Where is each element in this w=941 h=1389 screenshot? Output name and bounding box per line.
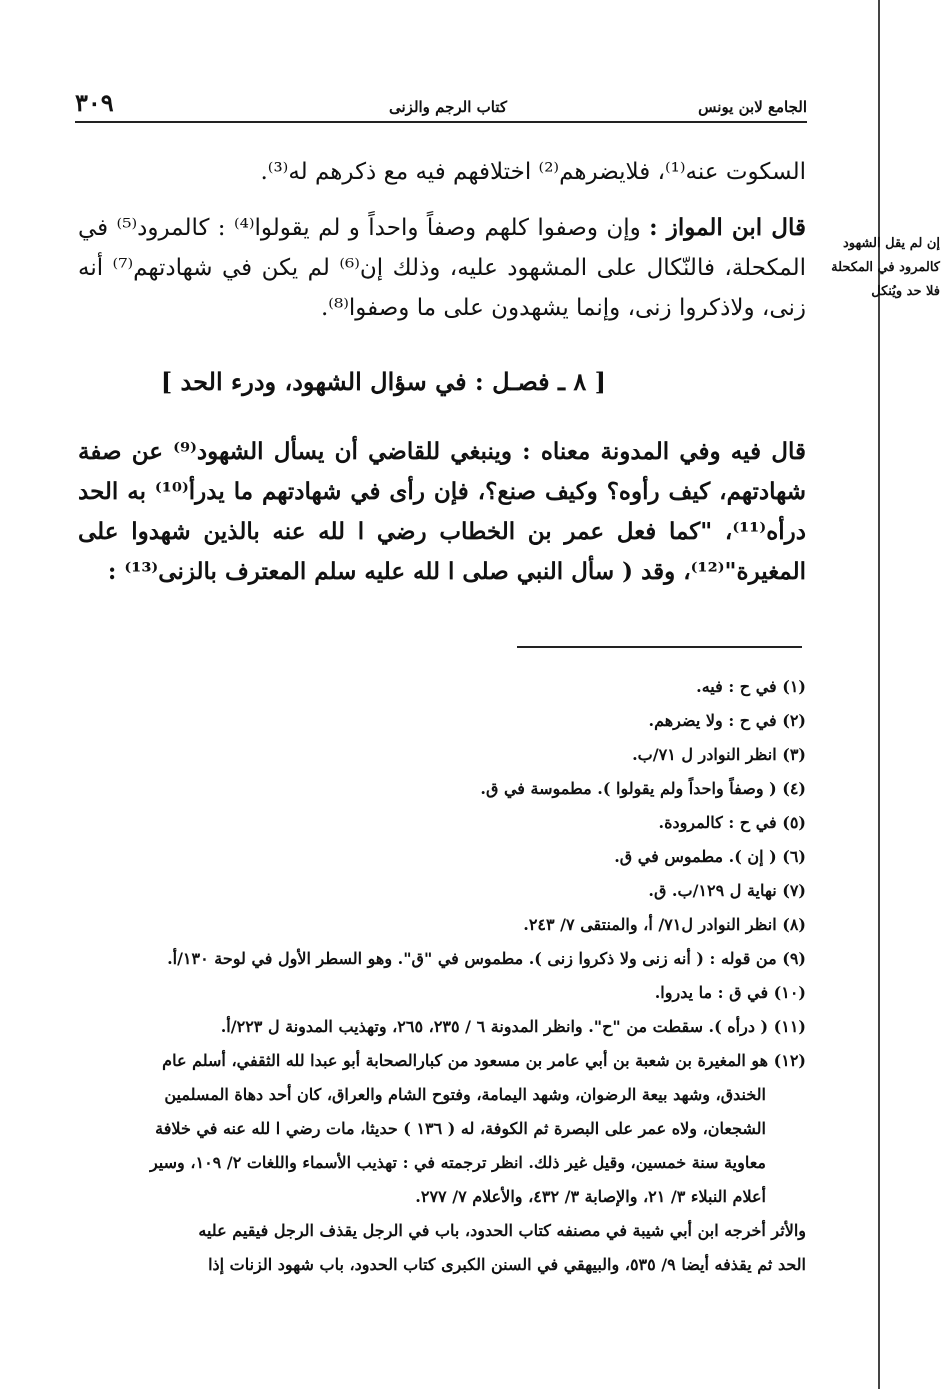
footnote-tail-line-1: والأثر أخرجه ابن أبي شيبة في مصنفه كتاب الحدود، باب في الرجل يقذف الرجل فيقيم عليه (198, 1221, 806, 1240)
paragraph-3-lead: قال فيه وفي المدونة معناه : (522, 438, 806, 465)
footnote-6: (٦) ( إن ). مطموس في ق. (614, 847, 806, 866)
book-title: الجامع لابن يونس (698, 98, 807, 116)
footnote-12-line-2: الخندق، وشهد بيعة الرضوان، وشهد اليمامة، وفتوح الشام والعراق، كان أحد دهاة المسلمين (164, 1085, 766, 1104)
footnote-5: (٥) في ح : كالمرودة. (658, 813, 806, 832)
footnote-10: (١٠) في ق : ما يدروا. (654, 983, 806, 1002)
paragraph-3-text: وينبغي للقاضي أن يسأل الشهود⁽⁹⁾ عن صفة شهادتهم، كيف رأوه؟ وكيف صنع؟، فإن رأى في شهادتهم ما يدرأ⁽¹⁰⁾ به الحد درأه⁽¹¹⁾، "كما فعل عمر بن الخطاب رضي ا لله عنه بالذين شهدوا على المغيرة"⁽¹²⁾، وقد ( سأل النبي صلى ا لله عليه سلم المعترف بالزنى⁽¹³⁾ : (78, 438, 806, 585)
header-rule (75, 121, 807, 123)
footnote-11: (١١) ( درأه ). سقطت من "ح". وانظر المدونة ٦ / ٢٣٥، ٢٦٥، وتهذيب المدونة ل ٢٢٣/أ. (220, 1017, 806, 1036)
footnote-tail-line-2: الحد ثم يقذفه أيضا ٩/ ٥٣٥، والبيهقي في السنن الكبرى كتاب الحدود، باب شهود الزنات إذا (208, 1255, 806, 1274)
chapter-title: كتاب الرجم والزنى (388, 98, 507, 116)
page-number: ٣٠٩ (75, 88, 114, 117)
footnote-rule (517, 646, 802, 648)
footnote-4: (٤) ( وصفاً واحداً ولم يقولوا ). مطموسة في ق. (480, 779, 806, 798)
footnote-12-line-4: معاوية سنة خمسين، وقيل غير ذلك. انظر ترجمته في : تهذيب الأسماء واللغات ٢/ ١٠٩، وسير (149, 1153, 766, 1172)
paragraph-3 (78, 432, 806, 592)
footnotes (78, 670, 806, 1282)
footnote-12-line-3: الشجعان، ولاه عمر على البصرة ثم الكوفة، له ( ١٣٦ ) حديثا، مات رضي ا لله عنه في خلافة (155, 1119, 766, 1138)
footnote-12: (١٢) هو المغيرة بن شعبة بن أبي عامر بن مسعود من كبارالصحابة أبو عبدا لله الثقفي، أسلم عام (162, 1051, 806, 1070)
paragraph-2-text: وإن وصفوا كلهم وصفاً واحداً و لم يقولوا⁽⁴⁾ : كالمرود⁽⁵⁾ في المكحلة، فالنّكال على المشهود عليه، وذلك إن⁽⁶⁾ لم يكن في شهادتهم⁽⁷⁾ أنه زنى، ولاذكروا زنى، وإنما يشهدون على ما وصفوا⁽⁸⁾. (78, 215, 806, 321)
footnote-9: (٩) من قوله : ( أنه زنى ولا ذكروا زنى ). مطموس في "ق". وهو السطر الأول في لوحة ١٣٠/أ. (167, 949, 806, 968)
paragraph-2 (78, 208, 806, 328)
footnote-1: (١) في ح : فيه. (696, 677, 806, 696)
paragraph-2-lead: قال ابن المواز : (649, 214, 806, 241)
section-title: [ ٨ ـ فصـل : في سؤال الشهود، ودرء الحد ] (160, 367, 606, 396)
margin-note: إن لم يقل الشهود كالمرود في المكحلة فلا حد ويُنكل (831, 236, 940, 299)
running-header (75, 88, 807, 118)
main-text (78, 152, 806, 592)
footnote-2: (٢) في ح : ولا يضرهم. (648, 711, 806, 730)
footnote-7: (٧) نهاية ل ١٢٩/ب. ق. (648, 881, 806, 900)
paragraph-1: السكوت عنه⁽¹⁾، فلايضرهم⁽²⁾ اختلافهم فيه مع ذكرهم له⁽³⁾. (260, 159, 806, 185)
margin-divider-line (878, 0, 880, 1389)
footnote-12-line-5: أعلام النبلاء ٣/ ٢١، والإصابة ٣/ ٤٣٢، والأعلام ٧/ ٢٧٧. (415, 1187, 766, 1206)
footnote-3: (٣) انظر النوادر ل ٧١/ب. (632, 745, 806, 764)
footnote-8: (٨) انظر النوادر ل٧١/ أ، والمنتقى ٧/ ٢٤٣. (523, 915, 806, 934)
